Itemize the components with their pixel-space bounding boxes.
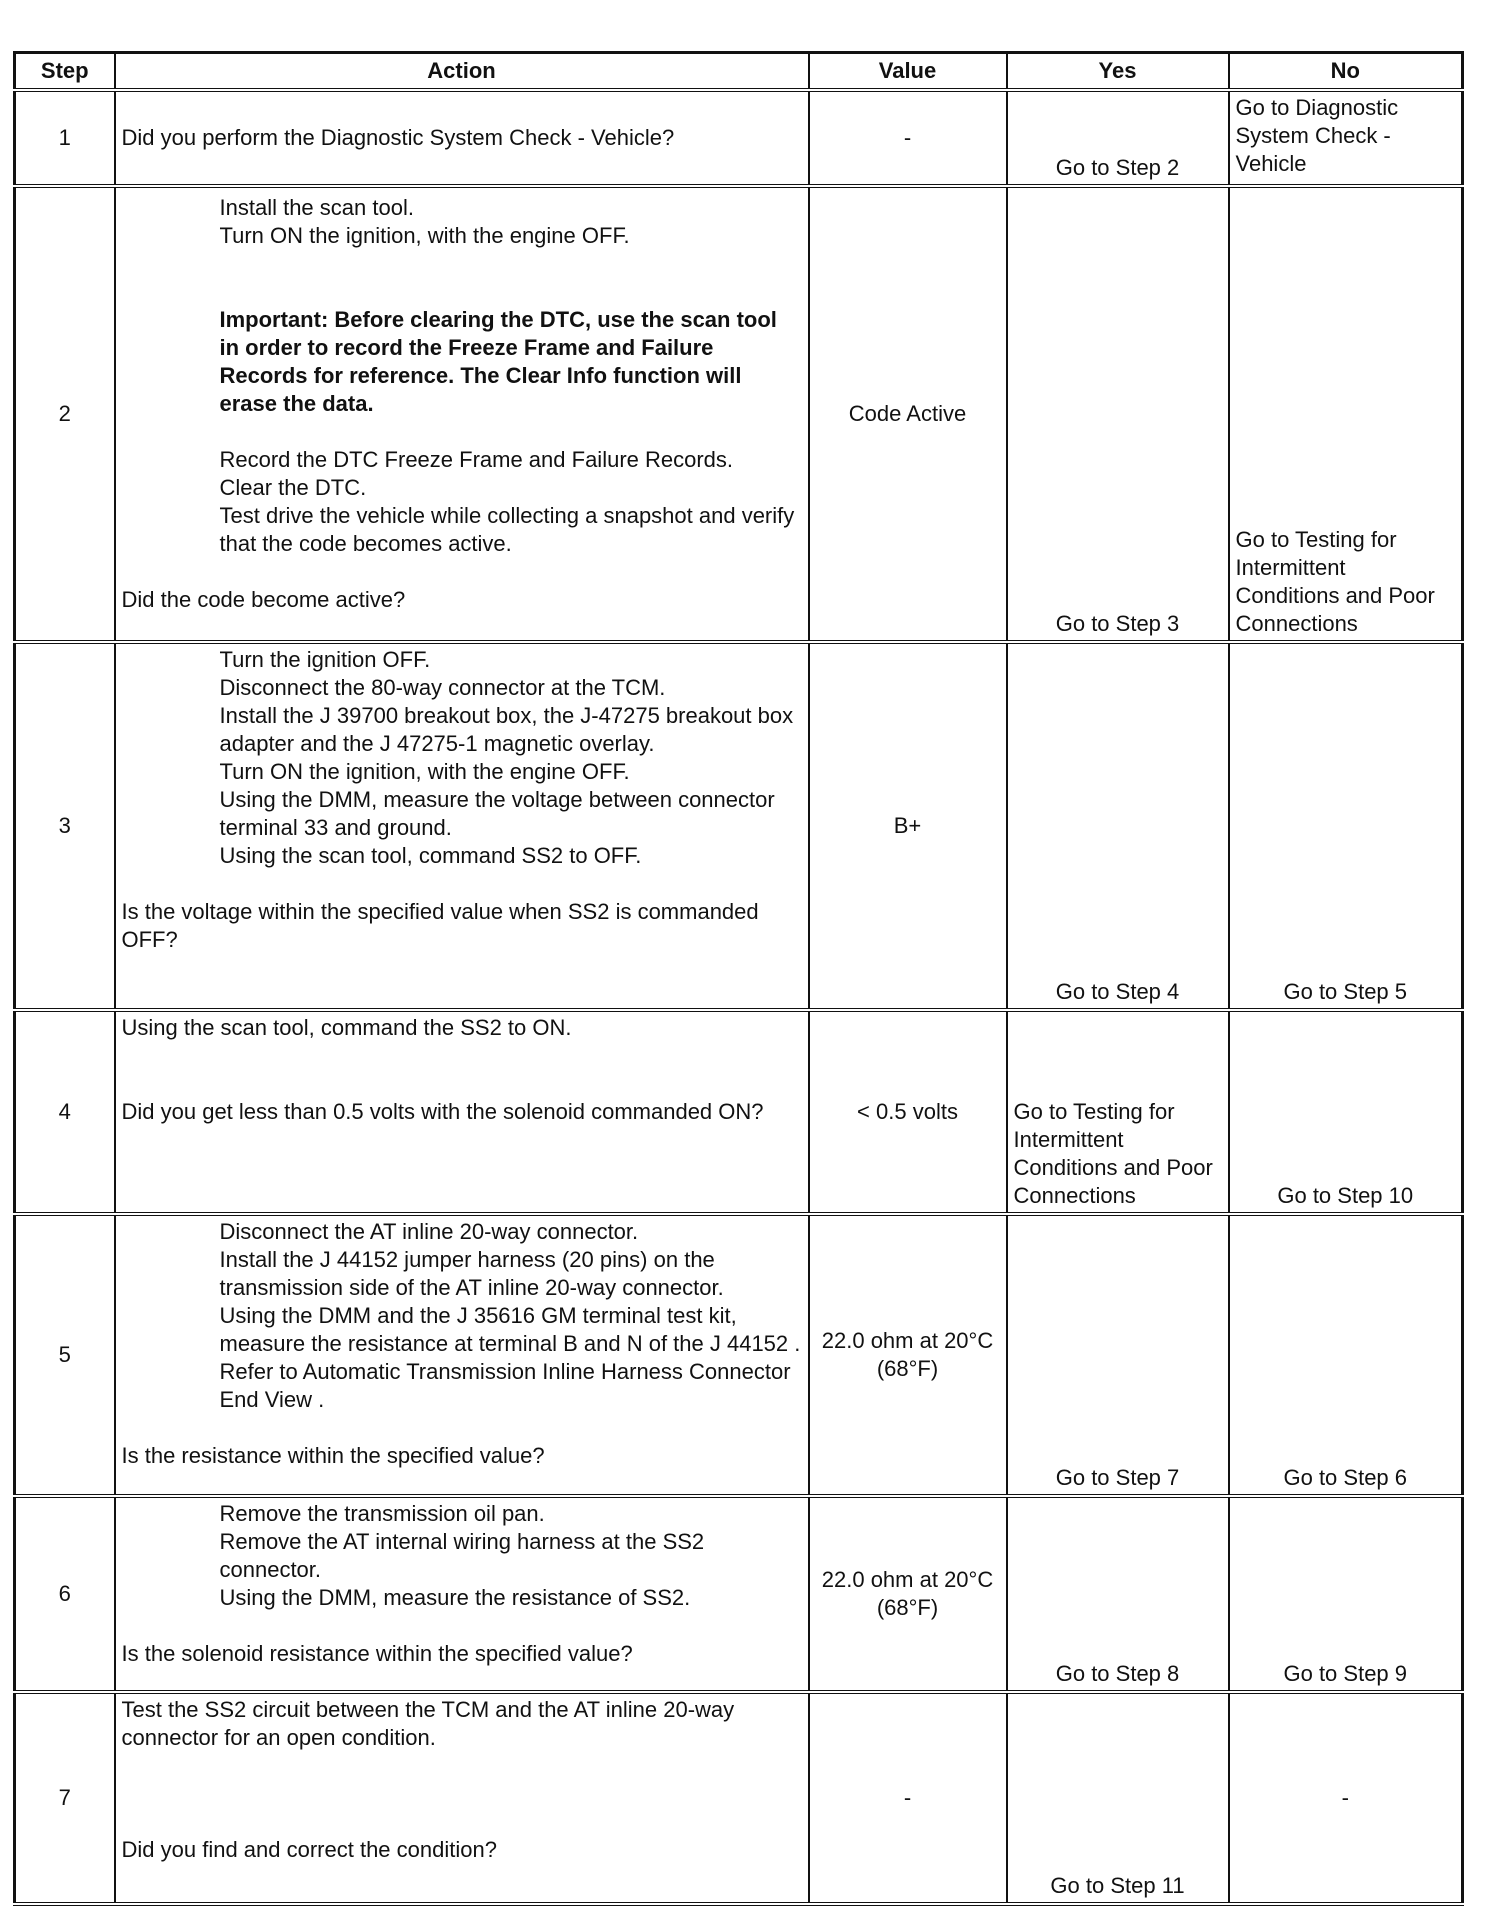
action-text: Using the scan tool, command the SS2 to ON. (121, 1015, 572, 1040)
yes-link[interactable]: Go to Step 7 (1007, 1214, 1229, 1496)
header-value: Value (809, 53, 1007, 91)
action-substep: Turn the ignition OFF. (219, 647, 431, 672)
action-cell (115, 1214, 809, 1496)
action-cell (115, 1010, 809, 1214)
table-row (15, 186, 1463, 642)
no-link[interactable]: Go to Diagnostic System Check - Vehicle (1229, 90, 1463, 186)
step-number: 6 (15, 1496, 115, 1692)
action-question: Is the solenoid resistance within the specified value? (121, 1641, 633, 1666)
no-link[interactable]: Go to Step 10 (1229, 1010, 1463, 1214)
action-substep: Turn ON the ignition, with the engine OFF. (219, 759, 630, 784)
step-number: 4 (15, 1010, 115, 1214)
value-cell: - (809, 90, 1007, 186)
step-number: 2 (15, 186, 115, 642)
step-number: 1 (15, 90, 115, 186)
table-row (15, 90, 1463, 186)
no-link[interactable]: Go to Step 5 (1229, 642, 1463, 1010)
action-substep: Disconnect the AT inline 20-way connector. (219, 1219, 639, 1244)
yes-link[interactable]: Go to Step 4 (1007, 642, 1229, 1010)
action-text: Did you perform the Diagnostic System Check - Vehicle? (121, 125, 675, 150)
value-cell: < 0.5 volts (809, 1010, 1007, 1214)
action-substep: Install the scan tool. (219, 195, 414, 220)
action-substep: Using the scan tool, command SS2 to OFF. (219, 843, 642, 868)
action-question: Is the voltage within the specified value when SS2 is commanded OFF? (121, 899, 759, 952)
action-substep: Remove the transmission oil pan. (219, 1501, 545, 1526)
diagnostic-table (13, 51, 1464, 1906)
header-row (15, 53, 1463, 91)
header-step: Step (15, 53, 115, 91)
action-question: Did you get less than 0.5 volts with the solenoid commanded ON? (121, 1099, 764, 1124)
step-number: 3 (15, 642, 115, 1010)
action-question: Did you find and correct the condition? (121, 1837, 497, 1862)
important-note: Important: Before clearing the DTC, use the scan tool in order to record the Freeze Frame and Failure Records for reference. The Clear Info function will erase the data. (219, 307, 777, 416)
no-value: - (1229, 1692, 1463, 1904)
step-number: 7 (15, 1692, 115, 1904)
action-cell (115, 642, 809, 1010)
yes-link[interactable]: Go to Step 11 (1007, 1692, 1229, 1904)
header-no: No (1229, 53, 1463, 91)
yes-link[interactable]: Go to Step 8 (1007, 1496, 1229, 1692)
action-substep: Using the DMM, measure the resistance of SS2. (219, 1585, 691, 1610)
yes-link[interactable]: Go to Testing for Intermittent Conditions and Poor Connections (1007, 1010, 1229, 1214)
action-cell (115, 186, 809, 642)
header-yes: Yes (1007, 53, 1229, 91)
action-substep: Disconnect the 80-way connector at the TCM. (219, 675, 666, 700)
step-number: 5 (15, 1214, 115, 1496)
action-substep: Clear the DTC. (219, 475, 367, 500)
value-cell: B+ (809, 642, 1007, 1010)
value-cell: Code Active (809, 186, 1007, 642)
table-row (15, 1010, 1463, 1214)
no-link[interactable]: Go to Step 9 (1229, 1496, 1463, 1692)
header-action: Action (115, 53, 809, 91)
table-row (15, 642, 1463, 1010)
action-cell (115, 1496, 809, 1692)
action-substep: Using the DMM and the J 35616 GM terminal test kit, measure the resistance at terminal B and N of the J 44152 . Refer to Automatic Transmission Inline Harness Connector End View . (219, 1303, 801, 1412)
yes-link[interactable]: Go to Step 2 (1007, 90, 1229, 186)
no-link[interactable]: Go to Testing for Intermittent Conditions and Poor Connections (1229, 186, 1463, 642)
action-substep: Install the J 44152 jumper harness (20 pins) on the transmission side of the AT inline 20-way connector. (219, 1247, 724, 1300)
value-cell: 22.0 ohm at 20°C (68°F) (809, 1496, 1007, 1692)
action-cell (115, 1692, 809, 1904)
value-cell: - (809, 1692, 1007, 1904)
table-row (15, 1214, 1463, 1496)
action-substep: Using the DMM, measure the voltage between connector terminal 33 and ground. (219, 787, 775, 840)
action-question: Did the code become active? (121, 587, 406, 612)
action-substep: Test drive the vehicle while collecting a snapshot and verify that the code becomes active. (219, 503, 795, 556)
table-row (15, 1692, 1463, 1904)
action-substep: Turn ON the ignition, with the engine OFF. (219, 223, 630, 248)
action-question: Is the resistance within the specified value? (121, 1443, 545, 1468)
action-cell (115, 90, 809, 186)
action-substep: Install the J 39700 breakout box, the J-47275 breakout box adapter and the J 47275-1 magnetic overlay. (219, 703, 794, 756)
no-link[interactable]: Go to Step 6 (1229, 1214, 1463, 1496)
value-cell: 22.0 ohm at 20°C (68°F) (809, 1214, 1007, 1496)
action-text: Test the SS2 circuit between the TCM and the AT inline 20-way connector for an open condition. (121, 1697, 735, 1750)
action-substep: Record the DTC Freeze Frame and Failure Records. (219, 447, 734, 472)
yes-link[interactable]: Go to Step 3 (1007, 186, 1229, 642)
action-substep: Remove the AT internal wiring harness at the SS2 connector. (219, 1529, 705, 1582)
table-row (15, 1496, 1463, 1692)
